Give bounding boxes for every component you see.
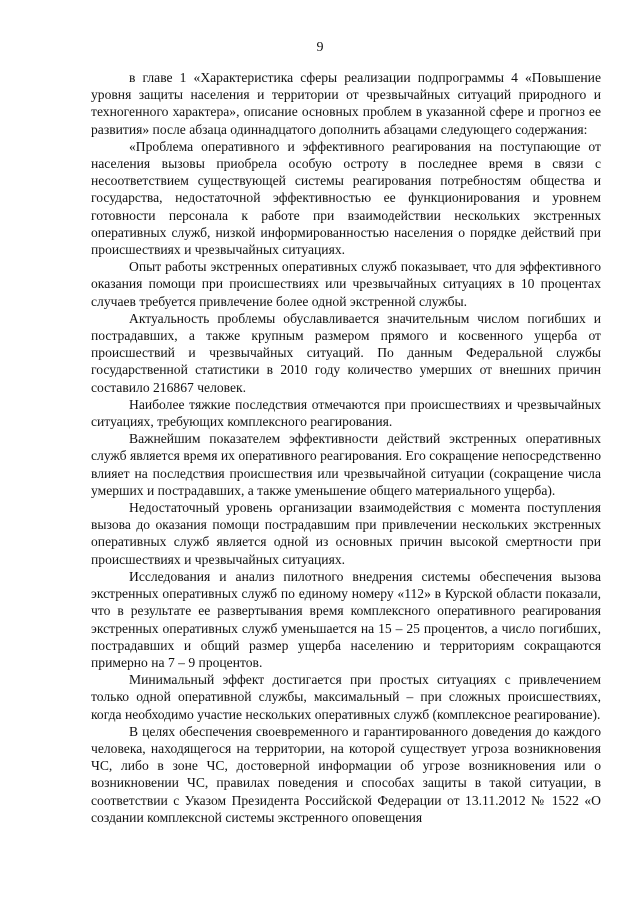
page-number: 9 [316, 40, 324, 55]
paragraph: В целях обеспечения своевременного и гарантированного доведения до каждого человека, находящегося на территории, на которой существует угроза возникновения ЧС, либо в зоне ЧС, достоверной информации об угрозе возникновения или о возникновении ЧС, правилах поведения и способах защиты в такой ситуации, в соответствии с Указом Президента Российской Федерации от 13.11.2012 № 1522 «О создании комплексной системы экстренного оповещения [91, 723, 601, 825]
paragraph: Исследования и анализ пилотного внедрения системы обеспечения вызова экстренных оперативных служб по единому номеру «112» в Курской области показали, что в результате ее развертывания время комплексного оперативного реагирования экстренных оперативных служб уменьшается на 15 – 25 процентов, а число погибших, пострадавших и общий размер ущерба населению и территориям сокращаются примерно на 7 – 9 процентов. [91, 568, 601, 670]
paragraph: Актуальность проблемы обуславливается значительным числом погибших и пострадавших, а также крупным размером прямого и косвенного ущерба от происшествий и чрезвычайных ситуаций. По данным Федеральной службы государственной статистики в 2010 году количество умерших от внешних причин составило 216867 человек. [91, 310, 601, 395]
paragraph: Наиболее тяжкие последствия отмечаются при происшествиях и чрезвычайных ситуациях, требующих комплексного реагирования. [91, 396, 601, 430]
paragraph: Опыт работы экстренных оперативных служб показывает, что для эффективного оказания помощи при происшествиях или чрезвычайных ситуациях в 10 процентах случаев требуется привлечение более одной экстренной службы. [91, 259, 601, 309]
paragraph: Недостаточный уровень организации взаимодействия с момента поступления вызова до оказания помощи пострадавшим при привлечении нескольких экстренных оперативных служб является одной из основных причин высокой смертности при происшествиях и чрезвычайных ситуациях. [91, 500, 601, 567]
paragraph: Важнейшим показателем эффективности действий экстренных оперативных служб является время их оперативного реагирования. Его сокращение непосредственно влияет на последствия происшествия или чрезвычайной ситуации (сокращение числа умерших и пострадавших, а также уменьшение общего материального ущерба). [91, 431, 601, 498]
paragraph: Минимальный эффект достигается при простых ситуациях с привлечением только одной оперативной службы, максимальный – при сложных происшествиях, когда необходимо участие нескольких оперативных служб (комплексное реагирование). [91, 672, 601, 722]
document-body [91, 69, 601, 826]
paragraph: «Проблема оперативного и эффективного реагирования на поступающие от населения вызовы приобрела особую остроту в последнее время в связи с несоответствием существующей системы реагирования потребностям общества и государства, недостаточной эффективностью ее функционирования и уровнем готовности персонала к работе при взаимодействии нескольких экстренных оперативных служб, низкой информированностью населения о порядке действий при происшествиях и чрезвычайных ситуациях. [91, 138, 601, 258]
paragraph: в главе 1 «Характеристика сферы реализации подпрограммы 4 «Повышение уровня защиты населения и территории от чрезвычайных ситуаций природного и техногенного характера», описание основных проблем в указанной сфере и прогноз ее развития» после абзаца одиннадцатого дополнить абзацами следующего содержания: [91, 70, 601, 137]
